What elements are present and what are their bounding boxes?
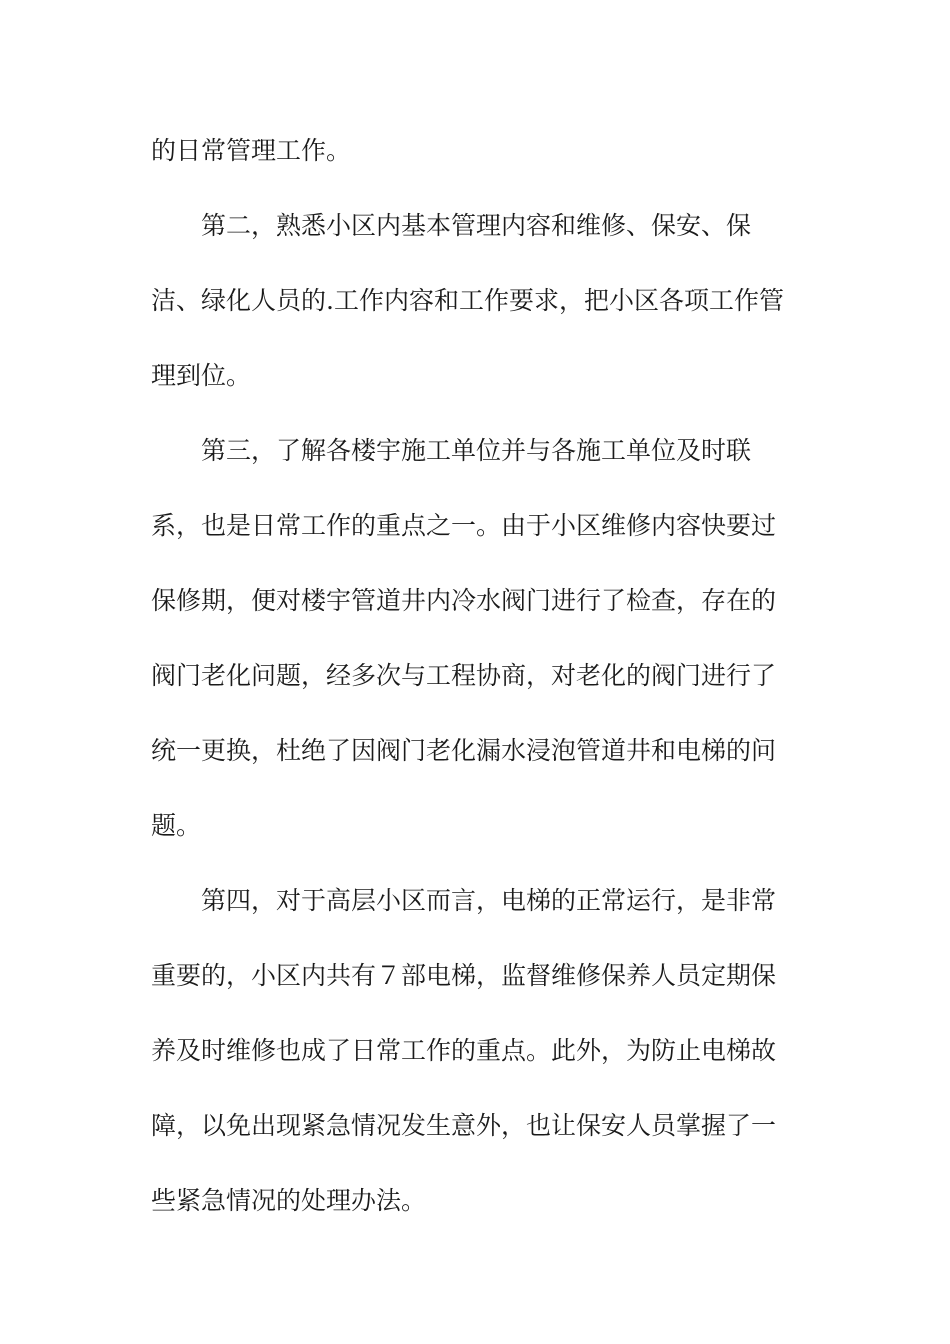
text-line: 阀门老化问题，经多次与工程协商，对老化的阀门进行了 <box>151 661 777 690</box>
text-line: 题。 <box>151 811 202 840</box>
text-line: 重要的，小区内共有７部电梯，监督维修保养人员定期保 <box>151 961 777 990</box>
text-line: 的日常管理工作。 <box>151 136 352 165</box>
text-line: 洁、绿化人员的.工作内容和工作要求，把小区各项工作管 <box>151 286 784 315</box>
text-line: 保修期，便对楼宇管道井内冷水阀门进行了检查，存在的 <box>151 586 777 615</box>
text-line: 理到位。 <box>151 361 252 390</box>
text-line: 统一更换，杜绝了因阀门老化漏水浸泡管道井和电梯的问 <box>151 736 777 765</box>
paragraph-first-line: 第四，对于高层小区而言，电梯的正常运行，是非常 <box>201 886 777 915</box>
text-line: 养及时维修也成了日常工作的重点。此外，为防止电梯故 <box>151 1036 777 1065</box>
text-line: 些紧急情况的处理办法。 <box>151 1186 427 1215</box>
paragraph-first-line: 第二，熟悉小区内基本管理内容和维修、保安、保 <box>201 211 752 240</box>
text-line: 系，也是日常工作的重点之一。由于小区维修内容快要过 <box>151 511 777 540</box>
text-line: 障，以免出现紧急情况发生意外，也让保安人员掌握了一 <box>151 1111 777 1140</box>
paragraph-first-line: 第三，了解各楼宇施工单位并与各施工单位及时联 <box>201 436 752 465</box>
